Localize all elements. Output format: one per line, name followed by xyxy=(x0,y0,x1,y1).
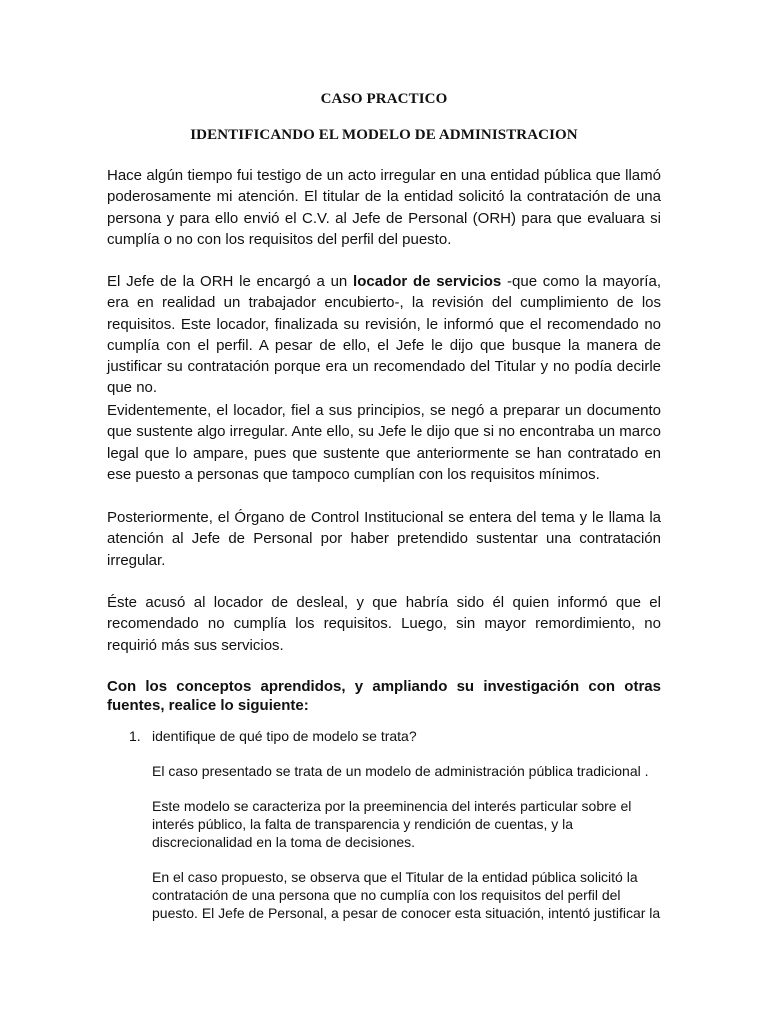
question-list xyxy=(107,727,667,745)
paragraph-2 xyxy=(107,271,661,399)
paragraph-1: Hace algún tiempo fui testigo de un acto irregular en una entidad pública que llamó poderosamente mi atención. El titular de la entidad solicitó la contratación de una persona y para ello envió el C.V. al Jefe de Personal (ORH) para que evaluara si cumplía o no con los requisitos del perfil del puesto. xyxy=(107,167,661,248)
paragraph-2-text-end: -que como la mayoría, era en realidad un trabajador encubierto-, la revisión del cumplimiento de los requisitos. Este locador, finalizada su revisión, le informó que el recomendado no cumplía con el perfil. A pesar de ello, el Jefe le dijo que busque la manera de justificar su contratación porque era un recomendado del Titular y no podía decirle que no. xyxy=(107,273,661,397)
answer-paragraph-2: Este modelo se caracteriza por la preeminencia del interés particular sobre el interés público, la falta de transparencia y rendición de cuentas, y la discrecionalidad en la toma de decisiones. xyxy=(152,798,632,850)
list-item xyxy=(107,727,667,745)
paragraph-4: Posteriormente, el Órgano de Control Institucional se entera del tema y le llama la atención al Jefe de Personal por haber pretendido sustentar una contratación irregular. xyxy=(107,509,661,569)
instruction-paragraph: Con los conceptos aprendidos, y ampliando su investigación con otras fuentes, realice lo siguiente: xyxy=(107,678,661,714)
paragraph-2-text-start: El Jefe de la ORH le encargó a un xyxy=(107,273,354,290)
paragraph-5: Éste acusó al locador de desleal, y que habría sido él quien informó que el recomendado no cumplía los requisitos. Luego, sin mayor remordimiento, no requirió más sus servicios. xyxy=(107,594,661,654)
paragraph-3: Evidentemente, el locador, fiel a sus principios, se negó a preparar un documento que sustente algo irregular. Ante ello, su Jefe le dijo que si no encontraba un marco legal que lo ampare, pues que sustente que anteriormente se han contratado en ese puesto a personas que tampoco cumplían con los requisitos mínimos. xyxy=(107,402,661,483)
document-subtitle: IDENTIFICANDO EL MODELO DE ADMINISTRACION xyxy=(190,127,578,143)
list-item-question: identifique de qué tipo de modelo se trata? xyxy=(152,728,417,744)
list-item-number: 1. xyxy=(129,728,141,744)
answer-paragraph-1: El caso presentado se trata de un modelo de administración pública tradicional . xyxy=(152,763,649,779)
paragraph-2-bold-term: locador de servicios xyxy=(353,273,502,290)
answer-paragraph-3: En el caso propuesto, se observa que el Titular de la entidad pública solicitó la contratación de una persona que no cumplía con los requisitos del perfil del puesto. El Jefe de Personal, a pesar de conocer esta situación, intentó justificar la xyxy=(152,869,661,921)
document-title: CASO PRACTICO xyxy=(320,91,448,107)
